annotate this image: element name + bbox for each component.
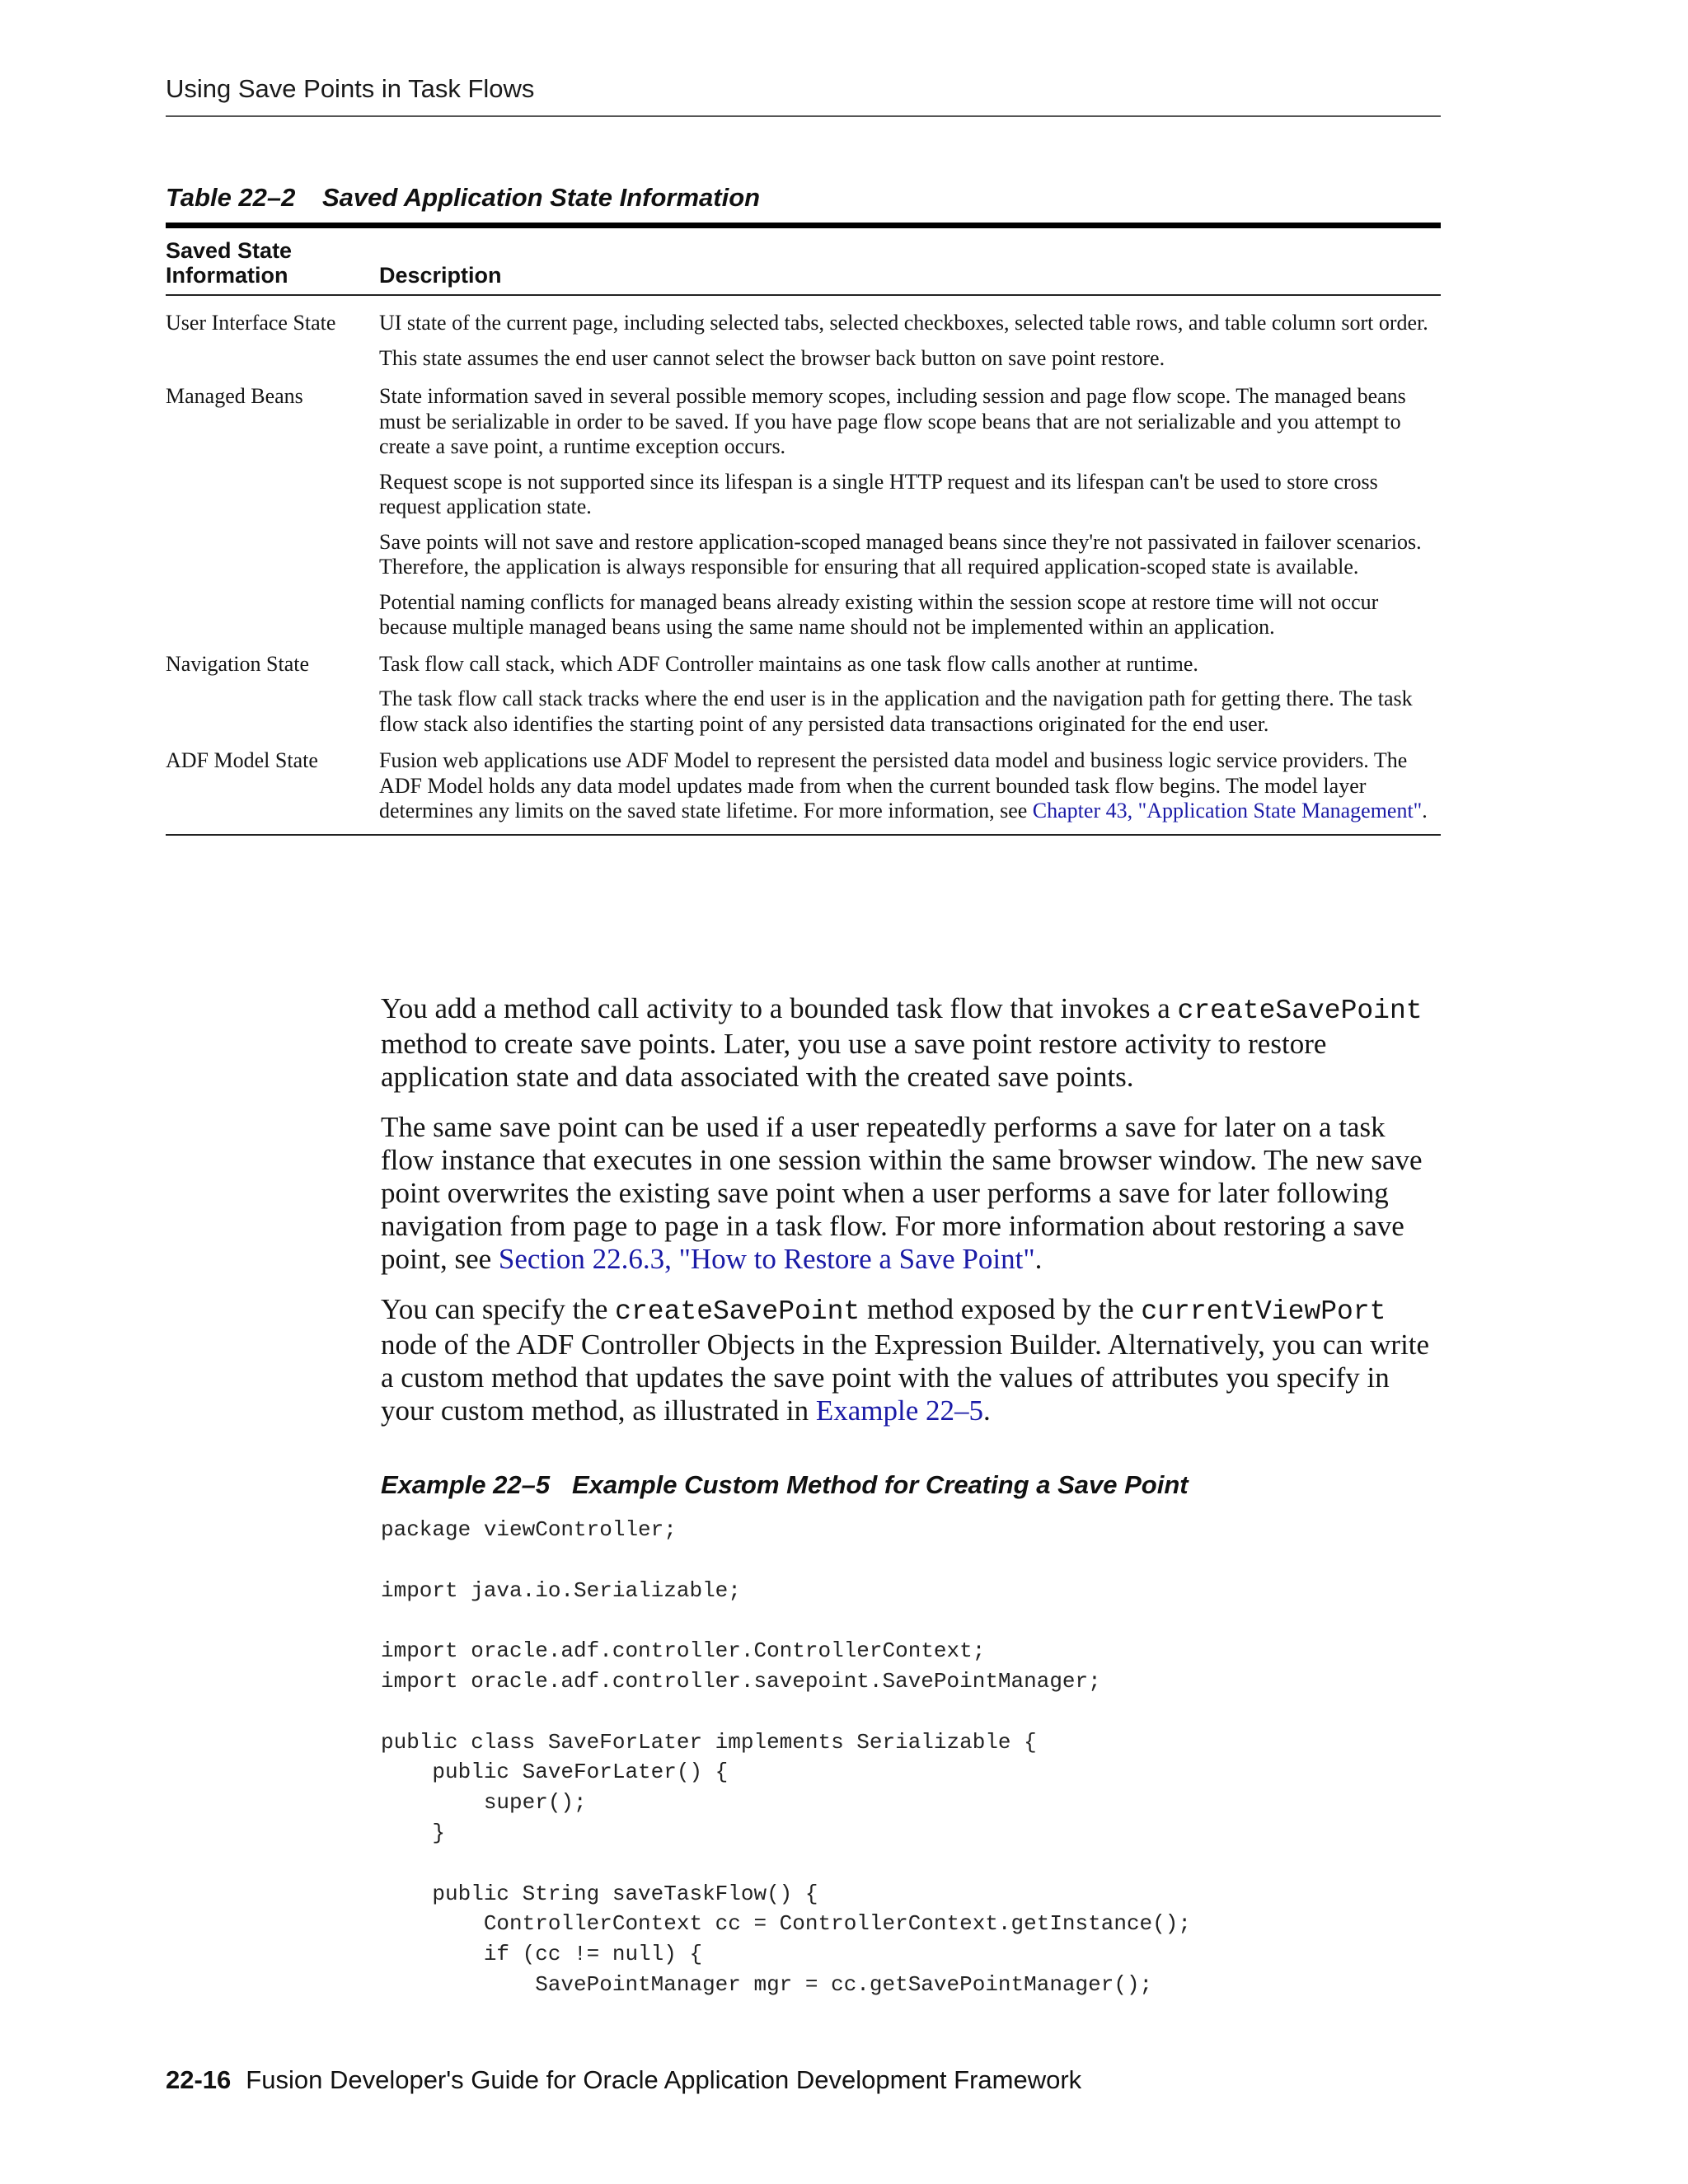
body-text-run: You add a method call activity to a bounded task flow that invokes a — [381, 992, 1178, 1024]
description-paragraph: The task flow call stack tracks where the end user is in the application and the navigation path for getting there. The task flow stack also identifies the starting point of any persisted data transactions originated for the end user. — [379, 687, 1413, 736]
table-caption-number: Table 22–2 — [166, 183, 296, 212]
row-name: User Interface State — [166, 311, 336, 335]
book-title: Fusion Developer's Guide for Oracle Application Development Framework — [246, 2065, 1082, 2094]
table-caption — [166, 183, 760, 213]
body-paragraph — [381, 1111, 1444, 1276]
body-text-run: node of the ADF Controller Objects in the Expression Builder. Alternatively, you can write a custom method that updates the save point with the values of attributes you specify in your custom method, as illustrated in — [381, 1329, 1430, 1427]
section-22-6-3-link[interactable]: Section 22.6.3, "How to Restore a Save Point" — [498, 1243, 1035, 1275]
description-paragraph — [379, 748, 1441, 824]
table-row — [166, 640, 1441, 738]
description-paragraph: Potential naming conflicts for managed beans already existing within the session scope at restore time will not occur because multiple managed beans using the same name should not be implemented within an application. — [379, 589, 1379, 639]
description-paragraph: Save points will not save and restore application-scoped managed beans since they're not passivated in failover scenarios. Therefore, the application is always responsible for ensuring that all required application-scoped state is available. — [379, 529, 1422, 579]
page-footer — [166, 2065, 1081, 2095]
description-text-end: . — [1422, 799, 1428, 823]
column-header-description: Description — [379, 263, 502, 288]
table-row — [166, 371, 1441, 640]
row-name: Navigation State — [166, 651, 310, 676]
row-name: ADF Model State — [166, 748, 318, 772]
column-header-saved-state: Saved State Information — [166, 238, 293, 288]
header-rule — [166, 115, 1441, 117]
page-number: 22-16 — [166, 2065, 232, 2094]
description-paragraph: Request scope is not supported since its lifespan is a single HTTP request and its lifespan can't be used to store cross request application state. — [379, 469, 1378, 518]
row-description — [379, 384, 1441, 640]
description-paragraph: State information saved in several possible memory scopes, including session and page flow scope. The managed beans must be serializable in order to be saved. If you have page flow scope beans that are not serializable and you attempt to create a save point, a runtime exception occurs. — [379, 384, 1406, 458]
body-text-run: The same save point can be used if a user repeatedly performs a save for later on a task flow instance that executes in one session within the same browser window. The new save point overwrites the existing save point when a user performs a save for later following navigation from page to page in a task flow. For more information about restoring a save point, see — [381, 1111, 1423, 1275]
table-top-rule — [166, 223, 1441, 228]
body-text-run: method exposed by the — [860, 1293, 1142, 1325]
running-header: Using Save Points in Task Flows — [166, 74, 535, 103]
description-text: Fusion web applications use ADF Model to represent the persisted data model and business logic service providers. The ADF Model holds any data model updates made from when the current bounded task flow begins. The model layer determines any limits on the saved state lifetime. For more information, see — [379, 748, 1408, 823]
example-caption-number: Example 22–5 — [381, 1470, 551, 1499]
example-22-5-link[interactable]: Example 22–5 — [815, 1394, 983, 1427]
table-bottom-rule — [166, 834, 1441, 836]
table-row — [166, 737, 1441, 824]
description-paragraph: Task flow call stack, which ADF Controller maintains as one task flow calls another at runtime. — [379, 651, 1198, 676]
body-paragraph — [381, 1293, 1444, 1427]
saved-state-table — [166, 223, 1441, 836]
row-description — [379, 311, 1441, 371]
example-caption-title: Example Custom Method for Creating a Save Point — [572, 1470, 1189, 1499]
table-row — [166, 296, 1441, 371]
body-paragraph — [381, 992, 1444, 1094]
inline-code: currentViewPort — [1141, 1296, 1386, 1327]
chapter-43-link[interactable]: Chapter 43, "Application State Management" — [1032, 799, 1423, 823]
row-description — [379, 748, 1441, 824]
body-text-run: . — [983, 1394, 991, 1427]
body-text — [381, 992, 1444, 1445]
code-block: package viewController; import java.io.Serializable; import oracle.adf.controller.ControllerContext; import oracle.adf.controller.savepoint.SavePointManager; public class SaveForLater implements Serializable { public SaveForLater() { super(); } public String saveTaskFlow() { ControllerContext cc = ControllerContext.getInstance(); if (cc != null) { SavePointManager mgr = cc.getSavePointManager(); — [381, 1517, 1191, 1997]
inline-code: createSavePoint — [1177, 996, 1423, 1026]
description-paragraph: This state assumes the end user cannot select the browser back button on save point restore. — [379, 345, 1165, 370]
body-text-run: . — [1034, 1243, 1043, 1275]
inline-code: createSavePoint — [615, 1296, 860, 1327]
table-caption-title: Saved Application State Information — [322, 183, 761, 212]
body-text-run: method to create save points. Later, you use a save point restore activity to restore application state and data associated with the created save points. — [381, 1028, 1327, 1093]
description-paragraph: UI state of the current page, including selected tabs, selected checkboxes, selected table rows, and table column sort order. — [379, 311, 1428, 335]
example-caption — [381, 1470, 1189, 1500]
row-name: Managed Beans — [166, 384, 303, 408]
table-header-row — [166, 228, 1441, 296]
row-description — [379, 652, 1441, 738]
body-text-run: You can specify the — [381, 1293, 616, 1325]
table-body — [166, 296, 1441, 824]
